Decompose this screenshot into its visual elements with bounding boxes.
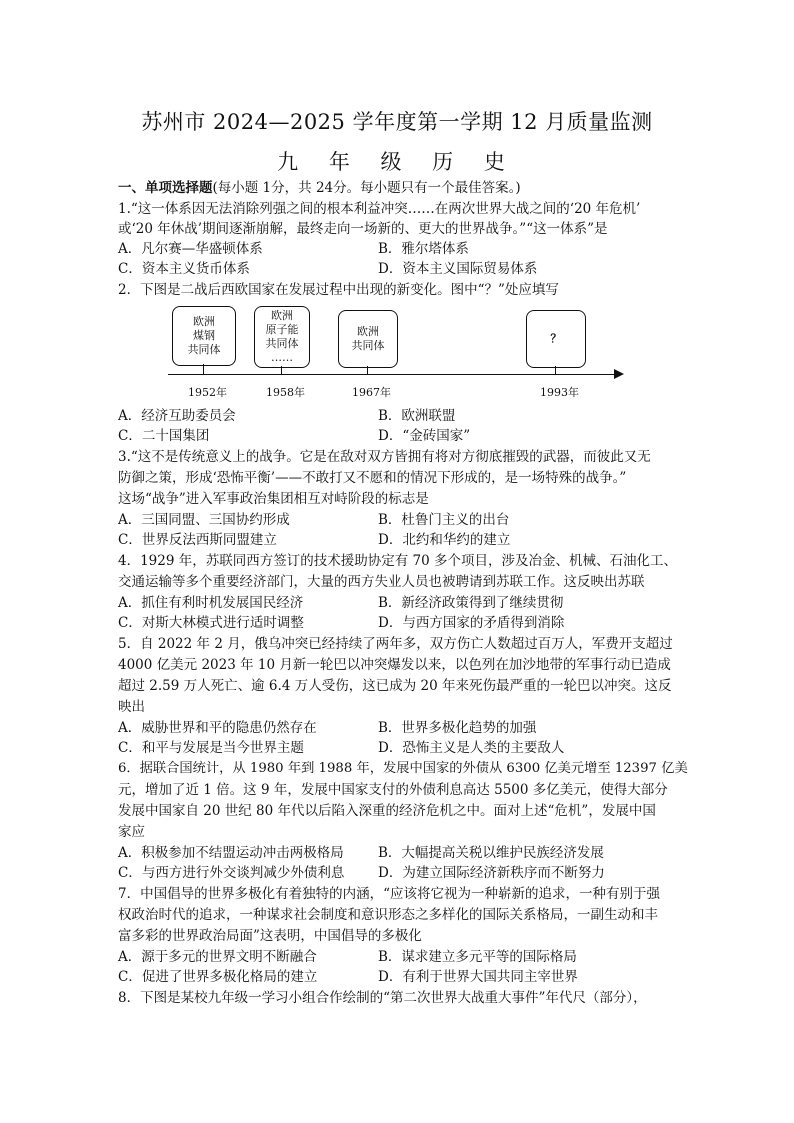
- timeline-box-text: ……: [271, 351, 293, 364]
- q5-option-d: D．恐怖主义是人类的主要敌人: [378, 740, 565, 756]
- section-header: [118, 178, 521, 198]
- q5-option-a: A．威胁世界和平的隐患仍然存在: [118, 720, 317, 736]
- q1-option-c: C．资本主义货币体系: [118, 261, 250, 277]
- q5-line-1: 5．自 2022 年 2 月，俄乌冲突已经持续了两年多，双方伤亡人数超过百万人，军费开支超过: [118, 636, 673, 652]
- q5-option-c: C．和平与发展是当今世界主题: [118, 740, 304, 756]
- arrow-right-icon: [614, 369, 624, 379]
- q5-line-2: 4000 亿美元 2023 年 10 月新一轮巴以冲突爆发以来，以色列在加沙地带的军事行动已造成: [118, 657, 671, 673]
- q6-option-a: A．积极参加不结盟运动冲击两极格局: [118, 845, 344, 861]
- q7-option-d: D．有利于世界大国共同主宰世界: [378, 969, 578, 985]
- q2-option-d: D．“金砖国家”: [378, 428, 471, 444]
- q6-line-3: 发展中国家自 20 世纪 80 年代以后陷入深重的经济危机之中。面对上述“危机”，发展中国: [118, 803, 656, 819]
- q1-option-d: D．资本主义国际贸易体系: [378, 261, 538, 277]
- q7-line-3: 富多彩的世界政治局面”这表明，中国倡导的多极化: [118, 928, 422, 944]
- timeline-axis: [168, 374, 616, 375]
- q2-line-1: 2．下图是二战后西欧国家在发展过程中出现的新变化。图中“？”处应填写: [118, 282, 559, 298]
- section-heading: 一、单项选择题: [118, 180, 213, 196]
- q7-line-2: 权政治时代的追求，一种谋求社会制度和意识形态之多样化的国际关系格局，一副生动和丰: [118, 907, 658, 923]
- timeline-box-text: 共同体: [351, 339, 385, 352]
- q6-option-c: C．与西方进行外交谈判减少外债利息: [118, 865, 345, 881]
- timeline-tick: [555, 366, 556, 374]
- q2-option-a: A．经济互助委员会: [118, 408, 236, 424]
- q3-option-c: C．世界反法西斯同盟建立: [118, 532, 277, 548]
- q7-option-b: B．谋求建立多元平等的国际格局: [378, 949, 577, 965]
- timeline-year: 1958年: [266, 386, 305, 399]
- q4-line-1: 4．1929 年，苏联同西方签订的技术援助协定有 70 多个项目，涉及冶金、机械、石油化工、: [118, 553, 677, 569]
- q6-option-d: D．为建立国际经济新秩序而不断努力: [378, 865, 605, 881]
- timeline-box-unknown: [526, 310, 586, 368]
- timeline-box-text: 原子能: [265, 323, 299, 336]
- q6-option-b: B．大幅提高关税以维护民族经济发展: [378, 845, 604, 861]
- timeline-box-text: 共同体: [265, 337, 299, 350]
- q4-option-c: C．对斯大林模式进行适时调整: [118, 615, 304, 631]
- q7-line-1: 7．中国倡导的世界多极化有着独特的内涵，“应该将它视为一种崭新的追求，一种有别于强: [118, 886, 660, 902]
- timeline-tick: [203, 364, 204, 374]
- q4-option-d: D．与西方国家的矛盾得到消除: [378, 615, 565, 631]
- q5-line-4: 映出: [118, 699, 145, 715]
- timeline-box-text: 欧洲: [357, 325, 379, 338]
- section-note: (每小题 1分，共 24分。每小题只有一个最佳答案。): [212, 180, 521, 196]
- q2-option-c: C．二十国集团: [118, 428, 210, 444]
- exam-title: 苏州市 2024—2025 学年度第一学期 12 月质量监测: [141, 110, 653, 134]
- q1-line-2: 或‘20 年休战’期间逐渐崩解，最终走向一场新的、更大的世界战争。”“这一体系”是: [118, 221, 608, 237]
- q6-line-4: 家应: [118, 824, 145, 840]
- q4-option-b: B．新经济政策得到了继续贯彻: [378, 595, 564, 611]
- timeline-box-ecsc: [172, 306, 236, 366]
- q4-line-2: 交通运输等多个重要经济部门，大量的西方失业人员也被聘请到苏联工作。这反映出苏联: [118, 574, 645, 590]
- q3-line-3: 这场“战争”进入军事政治集团相互对峙阶段的标志是: [118, 491, 429, 507]
- q8-line-1: 8．下图是某校九年级一学习小组合作绘制的“第二次世界大战重大事件”年代尺（部分），: [118, 990, 647, 1006]
- q1-line-1: 1.“这一体系因无法消除列强之间的根本利益冲突……在两次世界大战之间的‘20 年危机’: [118, 201, 641, 217]
- q5-option-b: B．世界多极化趋势的加强: [378, 720, 537, 736]
- timeline-year: 1993年: [540, 386, 579, 399]
- q3-line-2: 防御之策，形成‘恐怖平衡’——不敢打又不愿和的情况下形成的，是一场特殊的战争。”: [118, 470, 627, 486]
- q2-option-b: B．欧洲联盟: [378, 408, 456, 424]
- q3-line-1: 3.“这不是传统意义上的战争。它是在敌对双方皆拥有将对方彻底摧毁的武器，而彼此又无: [118, 449, 651, 465]
- q6-line-2: 元，增加了近 1 倍。这 9 年，发展中国家支付的外债利息高达 5500 多亿美元，使得大部分: [118, 782, 668, 798]
- timeline-year: 1967年: [352, 386, 391, 399]
- q3-option-d: D．北约和华约的建立: [378, 532, 511, 548]
- q1-option-a: A．凡尔赛—华盛顿体系: [118, 241, 263, 257]
- timeline-box-text: ？: [550, 332, 562, 345]
- q4-option-a: A．抓住有利时机发展国民经济: [118, 595, 304, 611]
- timeline-box-text: 欧洲: [193, 315, 215, 328]
- timeline-box-text: 煤钢: [193, 329, 215, 342]
- q1-option-b: B．雅尔塔体系: [378, 241, 469, 257]
- eu-timeline-figure: [168, 304, 628, 404]
- timeline-tick: [367, 366, 368, 374]
- q5-line-3: 超过 2.59 万人死亡、逾 6.4 万人受伤，这已成为 20 年来死伤最严重的一轮巴以冲突。这反: [118, 678, 672, 694]
- q7-option-a: A．源于多元的世界文明不断融合: [118, 949, 317, 965]
- timeline-year: 1952年: [188, 386, 227, 399]
- q6-line-1: 6．据联合国统计，从 1980 年到 1988 年，发展中国家的外债从 6300 亿美元增至 12397 亿美: [118, 761, 688, 776]
- q3-option-b: B．杜鲁门主义的出台: [378, 512, 510, 528]
- timeline-box-text: 欧洲: [271, 309, 293, 322]
- exam-subject: 九 年 级 历 史: [277, 150, 517, 174]
- timeline-tick: [281, 366, 282, 374]
- q3-option-a: A．三国同盟、三国协约形成: [118, 512, 290, 528]
- timeline-box-ec: [338, 310, 398, 368]
- q7-option-c: C．促进了世界多极化格局的建立: [118, 969, 318, 985]
- timeline-box-text: 共同体: [187, 343, 221, 356]
- timeline-box-euratom: [254, 306, 310, 368]
